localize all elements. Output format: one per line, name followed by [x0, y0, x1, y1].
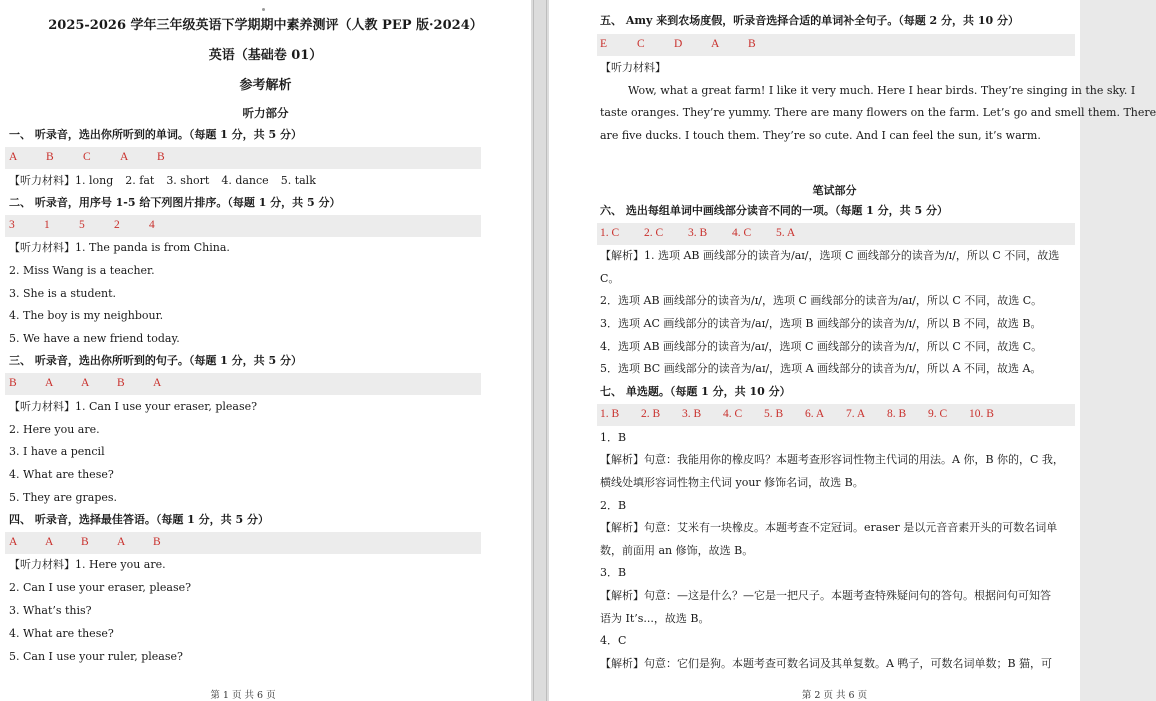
material-line: are five ducks. I touch them. They’re so cute. And I can feel the sun, it’s warm.: [600, 129, 1041, 142]
material-item: 4. What are these?: [9, 468, 114, 481]
material-line: [9, 241, 230, 255]
answer: B: [46, 151, 54, 163]
explanation-line: 【解析】句意：—这是什么？—它是一把尺子。本题考查特殊疑问句的答句。根据问句可知答: [600, 589, 1051, 602]
section-title: 一、 听录音，选出你所听到的单词。（每题 1 分，共 5 分）: [9, 128, 302, 141]
section-title: 七、 单选题。（每题 1 分，共 10 分）: [600, 385, 791, 398]
explanation-line: 横线处填形容词性物主代词 your 修饰名词，故选 B。: [600, 476, 864, 489]
explanation-line: 2．B: [600, 499, 627, 512]
answer: 10. B: [969, 408, 994, 420]
document-page-2: [549, 0, 1156, 701]
document-page-1: [0, 0, 531, 701]
material-item: 4. dance: [221, 174, 269, 187]
explanation-line: 【解析】句意：艾米有一块橡皮。本题考查不定冠词。eraser 是以元音音素开头的可数名词单: [600, 521, 1058, 534]
explanation-line: 4．选项 AB 画线部分的读音为/aɪ/，选项 C 画线部分的读音为/ɪ/，所以 C 不同，故选 C。: [600, 340, 1043, 353]
page-footer: 第 1 页 共 6 页: [210, 690, 276, 701]
answer: A: [153, 377, 162, 389]
material-item: 1. The panda is from China.: [75, 241, 230, 254]
page-mark: [262, 8, 265, 11]
answer-row: [600, 38, 785, 50]
answer: 2: [114, 219, 120, 231]
material-line: [9, 174, 316, 188]
material-item: 3. What’s this?: [9, 604, 92, 617]
material-item: 2. Can I use your eraser, please?: [9, 581, 192, 594]
answer: 3. B: [682, 408, 702, 420]
answer: 7. A: [846, 408, 866, 420]
answer: B: [117, 377, 125, 389]
material-item: 1. Here you are.: [75, 558, 166, 571]
material-item: 1. Can I use your eraser, please?: [75, 400, 258, 413]
material-line: taste oranges. They’re yummy. There are many flowers on the farm. Let’s go and smell them. There: [600, 106, 1156, 119]
material-label: 【听力材料】: [9, 241, 75, 254]
answer: 2. C: [644, 227, 664, 239]
section-title: 二、 听录音，用序号 1-5 给下列图片排序。（每题 1 分，共 5 分）: [9, 196, 341, 209]
answer: D: [674, 38, 683, 50]
answer: 4. C: [723, 408, 743, 420]
answer: A: [9, 151, 18, 163]
answer: 1: [44, 219, 50, 231]
answer: 6. A: [805, 408, 825, 420]
material-line: [9, 558, 166, 572]
section-title: 六、 选出每组单词中画线部分读音不同的一项。（每题 1 分，共 5 分）: [600, 204, 948, 217]
page-gutter: [531, 0, 549, 701]
explanation-line: 3．选项 AC 画线部分的读音为/aɪ/，选项 B 画线部分的读音为/ɪ/，所以 B 不同，故选 B。: [600, 317, 1042, 330]
answer: A: [45, 377, 54, 389]
material-line: [9, 400, 257, 414]
answer-row: [9, 151, 194, 163]
answer: E: [600, 38, 608, 50]
material-item: 3. short: [166, 174, 210, 187]
answer: C: [637, 38, 645, 50]
answer-row: [9, 219, 184, 231]
explanation-line: 【解析】句意：我能用你的橡皮吗？本题考查形容词性物主代词的用法。A 你，B 你的，C 我，: [600, 453, 1064, 466]
page-footer: 第 2 页 共 6 页: [801, 690, 868, 701]
document-title: 2025-2026 学年三年级英语下学期期中素养测评（人教 PEP 版·2024）: [48, 18, 483, 33]
answer: 8. B: [887, 408, 907, 420]
answer: A: [9, 536, 18, 548]
section-title: 三、 听录音，选出你所听到的句子。（每题 1 分，共 5 分）: [9, 354, 302, 367]
explanation-line: 3．B: [600, 566, 627, 579]
answer-row: [600, 408, 1010, 420]
material-line: Wow, what a great farm! I like it very much. Here I hear birds. They’re singing in the sky. I: [628, 84, 1136, 97]
explanation-line: 2．选项 AB 画线部分的读音为/ɪ/，选项 C 画线部分的读音为/aɪ/，所以 C 不同，故选 C。: [600, 294, 1043, 307]
answer: B: [748, 38, 756, 50]
material-label: 【听力材料】: [9, 400, 75, 413]
material-item: 5. We have a new friend today.: [9, 332, 180, 345]
material-item: 1. long: [75, 174, 114, 187]
answer: 1. C: [600, 227, 620, 239]
material-item: 5. talk: [280, 174, 316, 187]
explanation-line: 5．选项 BC 画线部分的读音为/aɪ/，选项 A 画线部分的读音为/ɪ/，所以 A 不同，故选 A。: [600, 362, 1042, 375]
answer: 5. B: [764, 408, 784, 420]
answer: A: [81, 377, 90, 389]
answer: 2. B: [641, 408, 661, 420]
answer: A: [45, 536, 54, 548]
answer-row: [600, 227, 820, 239]
material-item: 3. I have a pencil: [9, 445, 105, 458]
answer: C: [83, 151, 91, 163]
explanation-line: 【解析】句意：它们是狗。本题考查可数名词及其单复数。A 鸭子，可数名词单数；B 猫，可: [600, 657, 1053, 670]
material-label: 【听力材料】: [9, 558, 75, 571]
material-label: 【听力材料】: [600, 61, 666, 74]
answer: 4. C: [732, 227, 752, 239]
explanation-line: C。: [600, 272, 620, 285]
answer: B: [153, 536, 161, 548]
written-heading: 笔试部分: [812, 184, 857, 197]
explanation-line: 语为 It’s...，故选 B。: [600, 612, 710, 625]
explanation-line: 4．C: [600, 634, 627, 647]
explanation-line: 【解析】1. 选项 AB 画线部分的读音为/aɪ/，选项 C 画线部分的读音为/ɪ/，所以 C 不同，故选: [600, 249, 1060, 262]
material-item: 5. They are grapes.: [9, 491, 118, 504]
material-item: 2. Miss Wang is a teacher.: [9, 264, 155, 277]
answer: 1. B: [600, 408, 620, 420]
section-title: 五、 Amy 来到农场度假，听录音选择合适的单词补全句子。（每题 2 分，共 10 分）: [600, 14, 1020, 27]
answer: A: [711, 38, 720, 50]
answer: 9. C: [928, 408, 948, 420]
answer-row: [9, 377, 189, 389]
answer: 4: [149, 219, 155, 231]
answer: A: [120, 151, 129, 163]
answer: B: [9, 377, 17, 389]
answer: 3. B: [688, 227, 708, 239]
section-title: 四、 听录音，选择最佳答语。（每题 1 分，共 5 分）: [9, 513, 269, 526]
answer-heading: 参考解析: [239, 78, 292, 93]
explanation-line: 数，前面用 an 修饰，故选 B。: [600, 544, 754, 557]
answer: B: [81, 536, 89, 548]
answer: 3: [9, 219, 15, 231]
material-item: 3. She is a student.: [9, 287, 117, 300]
answer: A: [117, 536, 126, 548]
document-subtitle: 英语（基础卷 01）: [208, 48, 323, 63]
answer: B: [157, 151, 165, 163]
material-item: 2. fat: [125, 174, 155, 187]
material-item: 4. What are these?: [9, 627, 114, 640]
answer: 5. A: [776, 227, 796, 239]
material-label: 【听力材料】: [9, 174, 75, 187]
answer-row: [9, 536, 189, 548]
explanation-line: 1．B: [600, 431, 627, 444]
listening-heading: 听力部分: [242, 106, 289, 120]
answer: 5: [79, 219, 85, 231]
material-item: 5. Can I use your ruler, please?: [9, 650, 183, 663]
material-item: 2. Here you are.: [9, 423, 100, 436]
material-item: 4. The boy is my neighbour.: [9, 309, 164, 322]
